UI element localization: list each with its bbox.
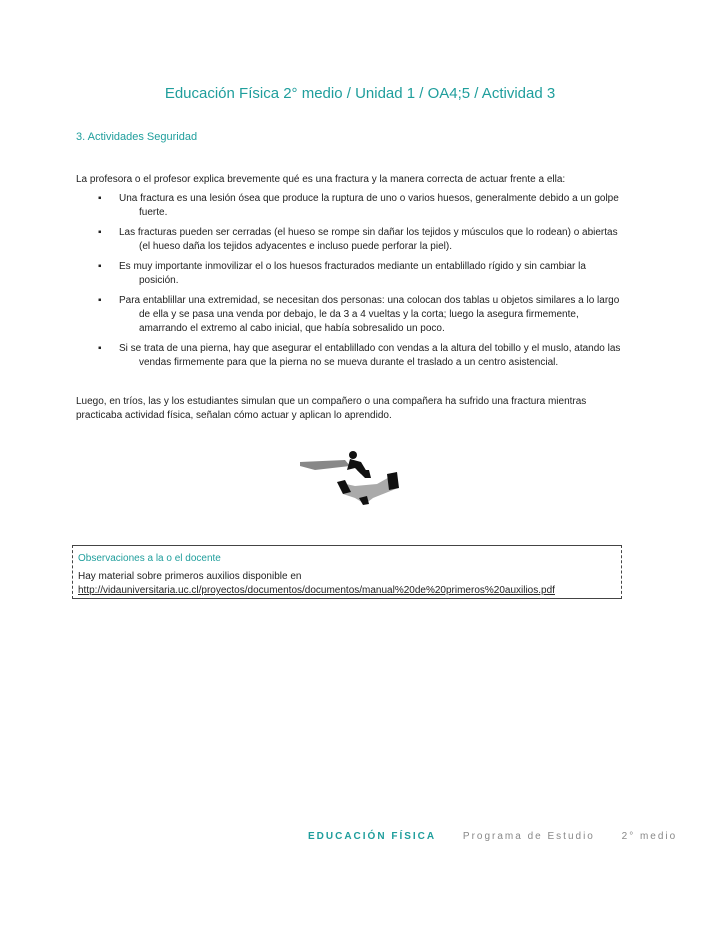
first-aid-manual-link[interactable]: http://vidauniversitaria.uc.cl/proyectos/documentos/documentos/manual%20de%20primeros%20auxilios.pdf	[78, 585, 555, 596]
page-footer	[308, 831, 699, 842]
footer-brand: EDUCACIÓN FÍSICA	[308, 831, 437, 842]
notes-heading: Observaciones a la o el docente	[78, 553, 221, 564]
first-aid-illustration	[295, 448, 405, 508]
list-item: ▪ Una fractura es una lesión ósea que produce la ruptura de uno o varios huesos, generalmente debido a un golpe fuerte.	[98, 193, 619, 218]
list-item: ▪ Si se trata de una pierna, hay que asegurar el entablillado con vendas a la altura del tobillo y el muslo, atando las vendas firmemente para que la pierna no se mueva durante el traslado a un centro asistencial.	[98, 343, 621, 368]
footer-grade: 2° medio	[621, 831, 678, 842]
notes-text: Hay material sobre primeros auxilios disponible en	[78, 571, 302, 582]
bullet-icon: ▪	[98, 227, 102, 238]
page-title: Educación Física 2° medio / Unidad 1 / OA4;5 / Actividad 3	[164, 85, 556, 102]
bullet-icon: ▪	[98, 193, 102, 204]
bullet-icon: ▪	[98, 343, 102, 354]
bullet-icon: ▪	[98, 261, 102, 272]
intro-paragraph: La profesora o el profesor explica brevemente qué es una fractura y la manera correcta de actuar frente a ella:	[76, 174, 566, 185]
list-item: ▪ Las fracturas pueden ser cerradas (el hueso se rompe sin dañar los tejidos y músculos que lo rodean) o abiertas (el hueso daña los tejidos adyacentes e incluso puede perforar la piel).	[98, 227, 618, 252]
bullet-list	[76, 192, 621, 376]
bullet-icon: ▪	[98, 295, 102, 306]
footer-program: Programa de Estudio	[462, 831, 595, 842]
section-heading: 3. Actividades Seguridad	[76, 131, 198, 143]
outro-paragraph: Luego, en tríos, las y los estudiantes simulan que un compañero o una compañera ha sufrido una fractura mientras practicaba actividad física, señalan cómo actuar y aplican lo aprendido.	[76, 396, 587, 421]
list-item: ▪ Para entablillar una extremidad, se necesitan dos personas: una colocan dos tablas u objetos similares a lo largo de ella y se pasa una venda por debajo, le da 3 a 4 vueltas y la corta; luego la asegura firmemente, amarrando el extremo al cabo inicial, que había sobresalido un poco.	[98, 295, 620, 334]
list-item: ▪ Es muy importante inmovilizar el o los huesos fracturados mediante un entablillado rígido y sin cambiar la posición.	[98, 261, 586, 286]
teacher-notes-box	[72, 545, 622, 599]
